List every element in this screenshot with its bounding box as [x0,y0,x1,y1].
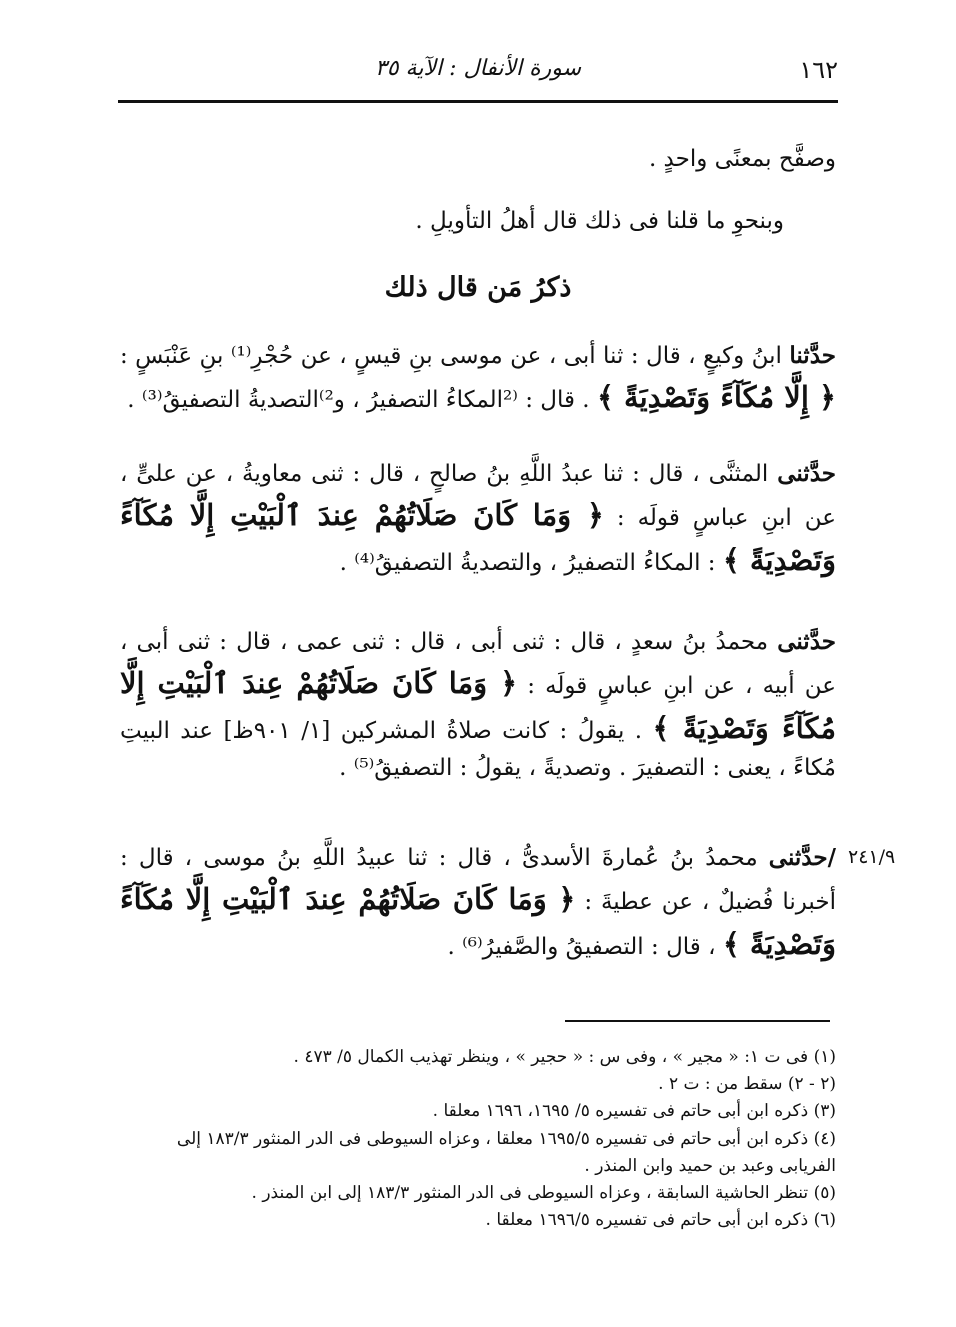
footnotes [120,1044,836,1234]
hadith-paragraph-2 [120,456,836,583]
narration-lead: /حدَّثنى [768,844,836,871]
quran-verse: ﴿ وَمَا كَانَ صَلَاتُهُمْ عِندَ ٱلْبَيْتِ إِلَّا مُكَآءً وَتَصْدِيَةً ﴾ [120,665,837,745]
narration-tail: : المكاءُ التصفيرُ ، والتصديةُ التصفيقُ⁽⁴⁾ . [339,549,723,576]
footnote-rule [565,1020,830,1022]
narration-tail: . يقولُ : كانت صلاةُ المشركين [١/ ٩٠١ظ] عند البيتِ مُكاءً ، يعنى : التصفيرَ . وتصديةً ، يقولُ : التصفيقُ⁽⁵⁾ . [120,717,836,781]
quran-verse: ﴿ وَمَا كَانَ صَلَاتُهُمْ عِندَ ٱلْبَيْتِ إِلَّا مُكَآءً وَتَصْدِيَةً ﴾ [120,497,836,577]
narration-tail: ، قال : التصفيقُ والصَّفيرُ⁽⁶⁾ . [447,933,723,960]
narration-lead: حدَّثنى [777,460,836,487]
body-line-1: وصفَّح بمعنًى واحدٍ . [648,146,836,172]
narration-text: محمدُ بنُ عُمارةَ الأسدىُّ ، قال : ثنا عبيدُ اللَّهِ بنُ موسى ، قال : أخبرنا فُضيلٌ ، عن عطيةَ : [120,845,836,915]
narration-lead: حدَّثنى [777,628,836,655]
page-number: ١٦٢ [799,56,838,84]
hadith-paragraph-3 [120,624,836,786]
page-header [118,52,838,92]
quran-verse: ﴿ وَمَا كَانَ صَلَاتُهُمْ عِندَ ٱلْبَيْتِ إِلَّا مُكَآءً وَتَصْدِيَةً ﴾ [120,881,836,961]
body-line-2: وبنحوِ ما قلنا فى ذلك قال أهلُ التأويلِ . [415,208,784,234]
narration-tail: . قال : ⁽²المكاءُ التصفيرُ ، و²⁾التصديةُ التصفيقُ⁽³⁾ . [127,386,597,413]
margin-reference: ٢٤١/٩ [848,846,896,868]
narration-text: ابنُ وكيعٍ ، قال : ثنا أبى ، عن موسى بنِ قيسٍ ، عن حُجْرِ⁽¹⁾ بنِ عَنْبَسٍ : [120,343,790,369]
header-rule [118,100,838,103]
narration-text: محمدُ بنُ سعدٍ ، قال : ثنى أبى ، قال : ثنى عمى ، قال : ثنى أبى ، عن أبيه ، عن ابنِ عباسٍ قولَه : [120,629,836,699]
footnote-3: (٣) ذكره ابن أبى حاتم فى تفسيره ٥/ ١٦٩٥، ١٦٩٦ معلقا . [432,1101,836,1122]
footnote-6: (٦) ذكره ابن أبى حاتم فى تفسيره ١٦٩٦/٥ معلقا . [485,1210,836,1231]
quran-verse: ﴿ إِلَّا مُكَآءً وَتَصْدِيَةً ﴾ [596,379,836,414]
narration-text: المثنَّى ، قال : ثنا عبدُ اللَّهِ بنُ صالحٍ ، قال : ثنى معاويةُ ، عن علىٍّ ، عن ابنِ عباسٍ قولَه : [120,461,836,531]
narration-lead: حدَّثنا [789,342,836,369]
running-title: سورة الأنفال : الآية ٣٥ [374,56,582,81]
hadith-paragraph-1 [120,338,836,420]
section-heading: ذكرُ مَن قال ذلك [384,272,572,303]
footnote-5: (٥) تنظر الحاشية السابقة ، وعزاه السيوطى فى الدر المنثور ١٨٣/٣ إلى ابن المنذر . [251,1182,836,1203]
footnote-4: (٤) ذكره ابن أبى حاتم فى تفسيره ١٦٩٥/٥ معلقا ، وعزاه السيوطى فى الدر المنثور ١٨٣/٣ إلى الفريابى وعبد بن حميد وابن المنذر . [176,1128,836,1176]
footnote-1: (١) فى ت ١: « مجير » ، وفى س : « حجير » ، وينظر تهذيب الكمال ٥/ ٤٧٣ . [293,1047,836,1067]
hadith-paragraph-4 [120,840,836,967]
footnote-2: (٢ - ٢) سقط من : ت ٢ . [658,1074,836,1095]
